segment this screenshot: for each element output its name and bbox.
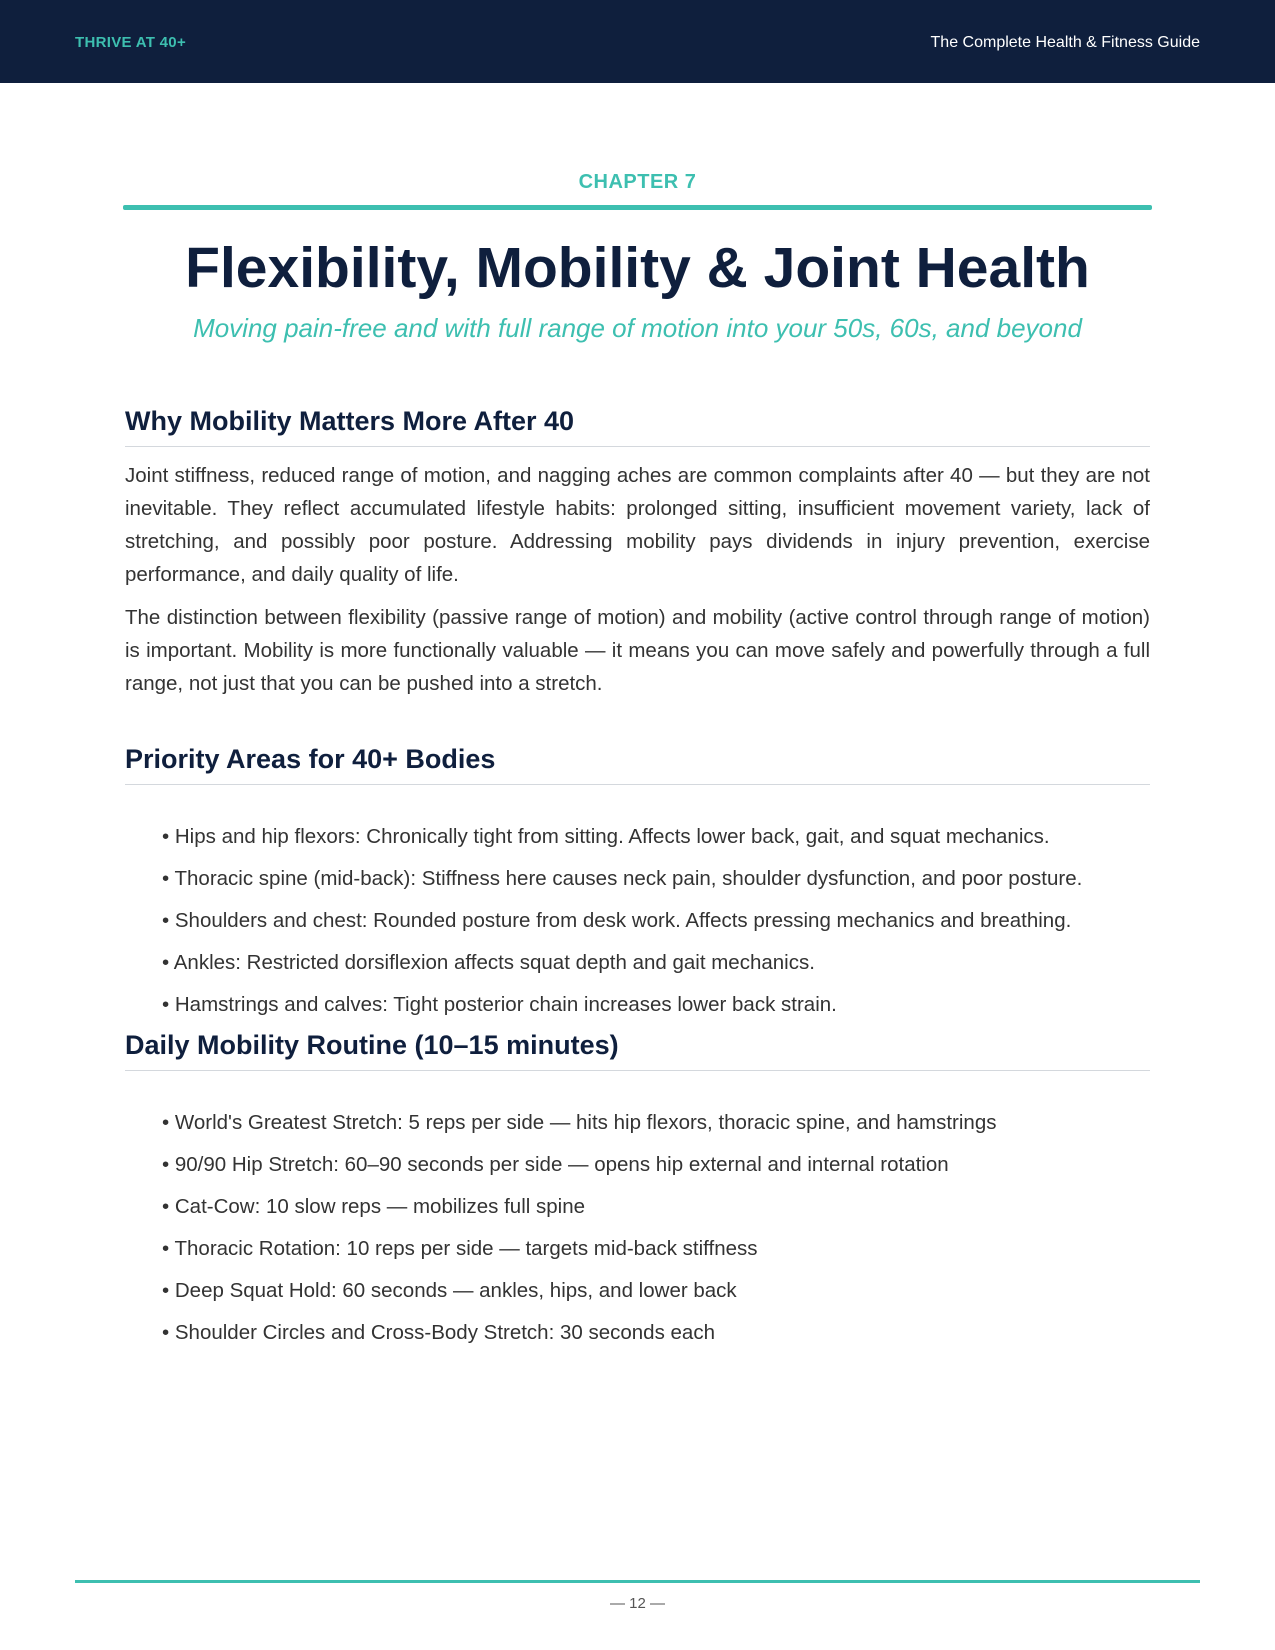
page-number: — 12 — xyxy=(609,1595,666,1612)
daily-routine-list xyxy=(162,1110,1162,1362)
chapter-subtitle: Moving pain-free and with full range of motion into your 50s, 60s, and beyond xyxy=(193,313,1082,343)
section-heading-daily-routine: Daily Mobility Routine (10–15 minutes) xyxy=(125,1030,1150,1071)
list-item: • Cat-Cow: 10 slow reps — mobilizes full spine xyxy=(162,1195,586,1218)
footer-divider xyxy=(75,1580,1200,1583)
chapter-divider xyxy=(123,205,1152,210)
paragraph: The distinction between flexibility (passive range of motion) and mobility (active control through range of motion) is important. Mobility is more functionally valuable — it means you can move safely and powerfully through a full range, not just that you can be pushed into a stretch. xyxy=(125,606,1150,695)
list-item: • Ankles: Restricted dorsiflexion affects squat depth and gait mechanics. xyxy=(162,951,815,974)
list-item: • Shoulder Circles and Cross-Body Stretch: 30 seconds each xyxy=(162,1321,715,1344)
list-item: • Deep Squat Hold: 60 seconds — ankles, hips, and lower back xyxy=(162,1279,737,1302)
list-item: • Thoracic Rotation: 10 reps per side — targets mid-back stiffness xyxy=(162,1237,758,1260)
chapter-title: Flexibility, Mobility & Joint Health xyxy=(185,236,1090,300)
section-heading-why-mobility: Why Mobility Matters More After 40 xyxy=(125,406,1150,447)
top-header-bar xyxy=(0,0,1275,83)
brand-name: THRIVE AT 40+ xyxy=(75,34,187,51)
list-item: • Shoulders and chest: Rounded posture from desk work. Affects pressing mechanics and breathing. xyxy=(162,909,1072,932)
list-item: • Thoracic spine (mid-back): Stiffness here causes neck pain, shoulder dysfunction, and poor posture. xyxy=(162,867,1083,890)
list-item: • Hips and hip flexors: Chronically tight from sitting. Affects lower back, gait, and squat mechanics. xyxy=(162,825,1050,848)
list-item: • Hamstrings and calves: Tight posterior chain increases lower back strain. xyxy=(162,993,837,1016)
priority-areas-list xyxy=(162,824,1162,1034)
section-heading-priority-areas: Priority Areas for 40+ Bodies xyxy=(125,744,1150,785)
guide-title: The Complete Health & Fitness Guide xyxy=(930,34,1200,51)
paragraph: Joint stiffness, reduced range of motion, and nagging aches are common complaints after 40 — but they are not inevitable. They reflect accumulated lifestyle habits: prolonged sitting, insufficient movement variety, lack of stretching, and possibly poor posture. Addressing mobility pays dividends in injury prevention, exercise performance, and daily quality of life. xyxy=(125,464,1150,586)
chapter-label: CHAPTER 7 xyxy=(578,171,697,193)
list-item: • 90/90 Hip Stretch: 60–90 seconds per side — opens hip external and internal rotation xyxy=(162,1153,949,1176)
list-item: • World's Greatest Stretch: 5 reps per side — hits hip flexors, thoracic spine, and hamstrings xyxy=(162,1111,997,1134)
